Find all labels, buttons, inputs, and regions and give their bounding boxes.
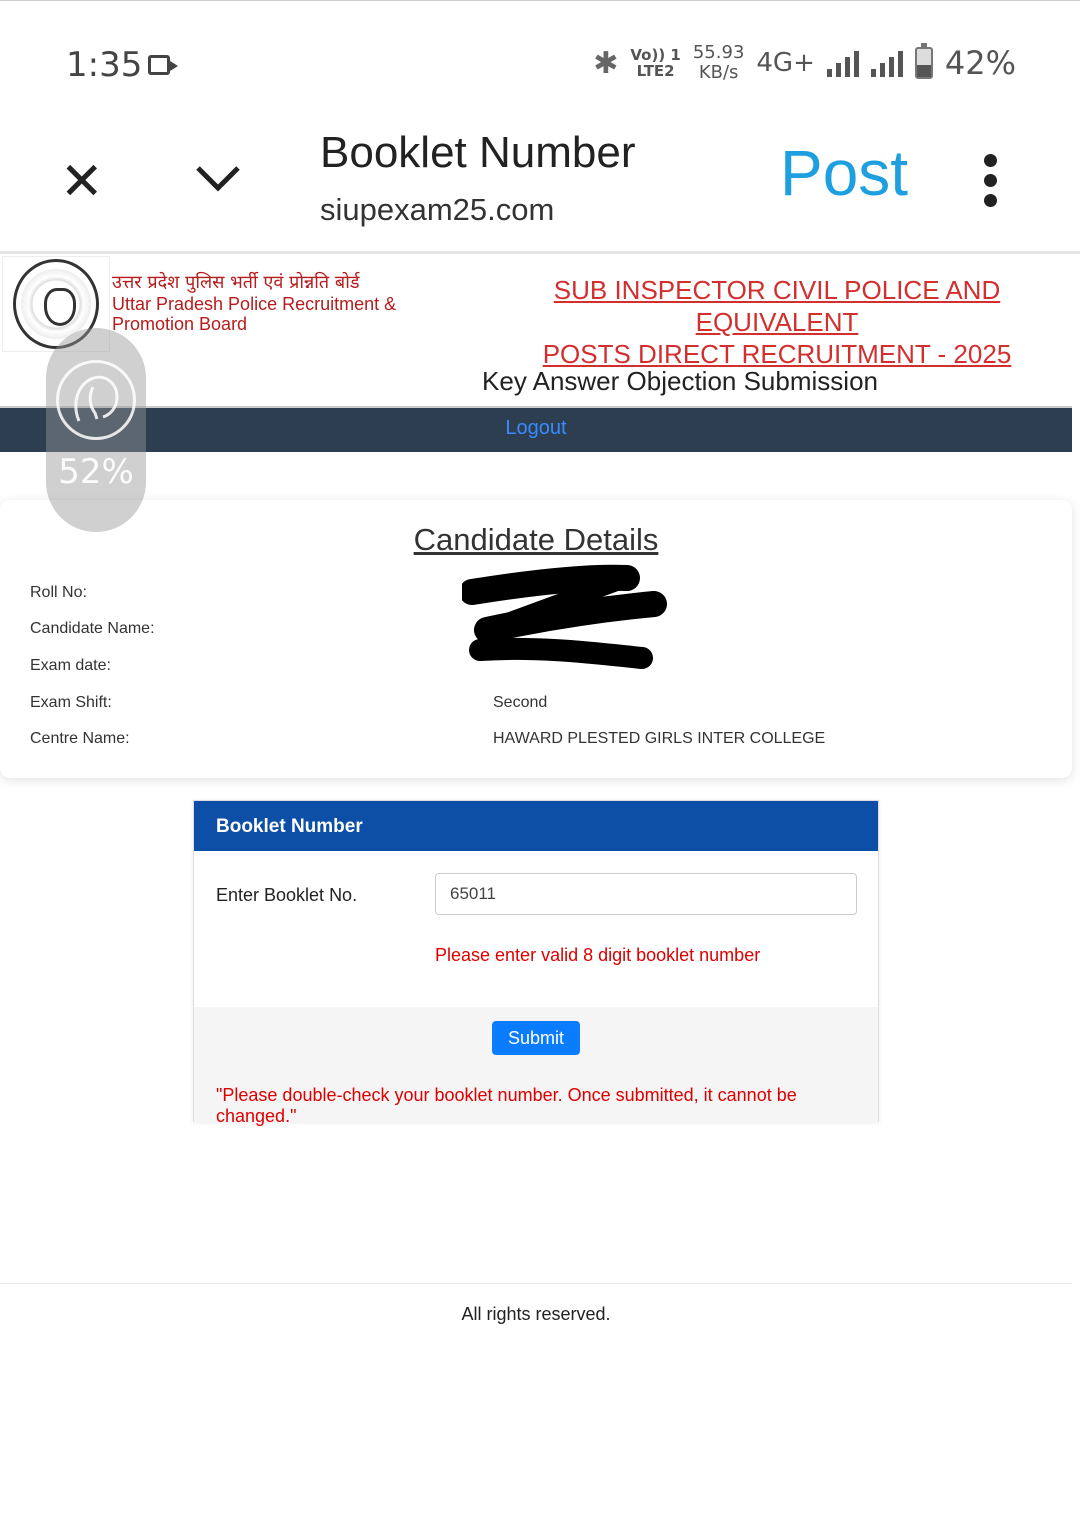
centre-name-label: Centre Name: bbox=[30, 730, 130, 747]
candidate-details-heading-text: Candidate Details bbox=[413, 522, 659, 557]
exam-shift-label: Exam Shift: bbox=[30, 694, 112, 711]
network-speed bbox=[693, 43, 745, 83]
network-type: 4G+ bbox=[756, 48, 815, 78]
status-indicators bbox=[593, 43, 1016, 83]
volte-indicator bbox=[630, 47, 680, 79]
page-title: Booklet Number bbox=[320, 128, 636, 177]
battery-percent: 42% bbox=[944, 44, 1016, 82]
network-speed-unit: KB/s bbox=[698, 62, 739, 83]
centre-name-value: HAWARD PLESTED GIRLS INTER COLLEGE bbox=[493, 730, 826, 747]
logout-link[interactable]: Logout bbox=[505, 417, 567, 439]
footer-text: All rights reserved. bbox=[461, 1304, 611, 1324]
close-icon[interactable]: ✕ bbox=[60, 152, 104, 212]
candidate-name-label: Candidate Name: bbox=[30, 620, 155, 637]
exam-shift-value: Second bbox=[493, 694, 548, 711]
org-name-hindi: उत्तर प्रदेश पुलिस भर्ती एवं प्रोन्नति बोर्ड bbox=[112, 272, 360, 293]
volte-bottom-label: LTE2 bbox=[636, 62, 675, 80]
bluetooth-icon: ✱ bbox=[593, 45, 619, 81]
exam-title-line1: SUB INSPECTOR CIVIL POLICE AND EQUIVALENT bbox=[553, 275, 1001, 337]
submit-button[interactable]: Submit bbox=[492, 1021, 580, 1055]
post-button[interactable]: Post bbox=[780, 137, 909, 209]
page-url: siupexam25.com bbox=[320, 192, 555, 227]
footer-divider bbox=[0, 1283, 1072, 1284]
browser-toolbar bbox=[0, 120, 1080, 254]
roll-no-label: Roll No: bbox=[30, 584, 87, 601]
booklet-card-heading: Booklet Number bbox=[194, 801, 878, 851]
booklet-error-message: Please enter valid 8 digit booklet number bbox=[435, 945, 761, 965]
floating-assistant-bubble[interactable] bbox=[46, 328, 146, 532]
booklet-card-footer bbox=[194, 1007, 878, 1126]
exam-title[interactable] bbox=[482, 274, 1072, 370]
volte-top-label: Vo)) 1 bbox=[630, 46, 681, 64]
page-subtitle: Key Answer Objection Submission bbox=[482, 366, 878, 396]
chevron-down-icon[interactable] bbox=[196, 156, 240, 200]
signal-icon-secondary bbox=[871, 49, 903, 77]
navbar bbox=[0, 406, 1072, 452]
booklet-no-input[interactable] bbox=[435, 873, 857, 915]
more-options-icon[interactable] bbox=[984, 154, 998, 214]
redaction-scribble bbox=[462, 564, 672, 674]
org-name-english: Uttar Pradesh Police Recruitment & Promotion Board bbox=[112, 294, 397, 334]
candidate-details-heading bbox=[0, 522, 1072, 558]
status-bar bbox=[0, 0, 1080, 120]
exam-title-line2: POSTS DIRECT RECRUITMENT - 2025 bbox=[542, 339, 1012, 369]
video-recording-icon bbox=[148, 55, 170, 75]
bubble-percent: 52% bbox=[58, 452, 134, 492]
signal-icon bbox=[827, 49, 859, 77]
face-icon bbox=[56, 360, 136, 440]
network-speed-value: 55.93 bbox=[692, 42, 745, 63]
status-time: 1:35 bbox=[66, 45, 143, 85]
booklet-number-card bbox=[193, 800, 879, 1126]
booklet-no-label: Enter Booklet No. bbox=[216, 885, 358, 905]
battery-icon bbox=[915, 47, 933, 79]
exam-date-label: Exam date: bbox=[30, 657, 111, 674]
booklet-warning: "Please double-check your booklet number. Once submitted, it cannot be changed." bbox=[216, 1085, 797, 1126]
